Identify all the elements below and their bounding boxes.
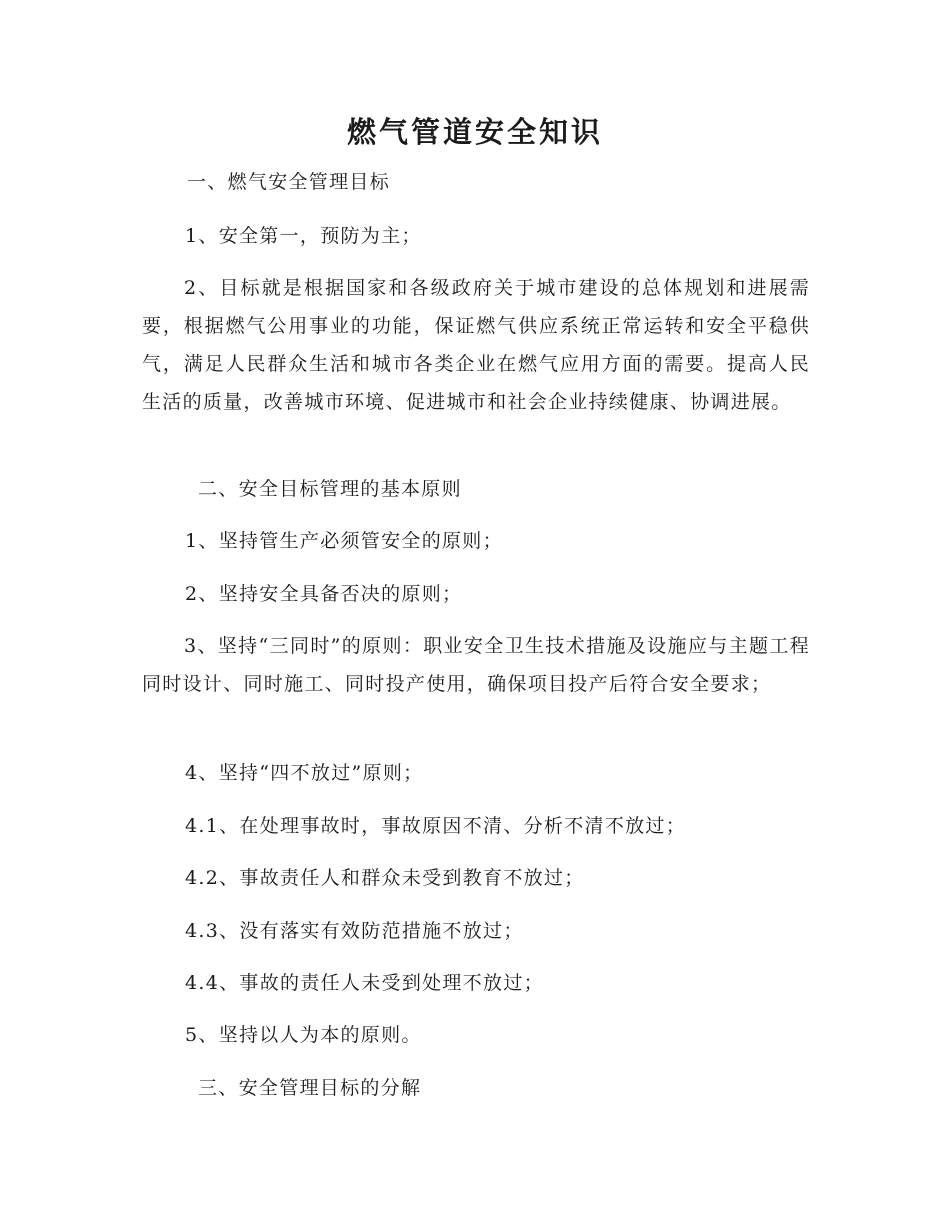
paragraph: 4.4、事故的责任人未受到处理不放过； xyxy=(185,972,544,994)
paragraph: 5、坚持以人为本的原则。 xyxy=(185,1024,422,1046)
paragraph: 2、坚持安全具备否决的原则； xyxy=(185,583,463,605)
section-heading-1: 一、燃气安全管理目标 xyxy=(187,171,391,193)
paragraph: 4、坚持“四不放过”原则； xyxy=(185,762,424,784)
paragraph: 4.3、没有落实有效防范措施不放过； xyxy=(185,920,524,942)
section-heading-2: 二、安全目标管理的基本原则 xyxy=(198,478,462,500)
paragraph: 4.1、在处理事故时，事故原因不清、分析不清不放过； xyxy=(185,815,687,837)
paragraph: 1、坚持管生产必须管安全的原则； xyxy=(185,530,503,552)
document-title: 燃气管道安全知识 xyxy=(346,115,603,149)
paragraph: 4.2、事故责任人和群众未受到教育不放过； xyxy=(185,867,585,889)
paragraph: 1、安全第一，预防为主； xyxy=(185,225,422,247)
section-heading-3: 三、安全管理目标的分解 xyxy=(198,1077,422,1099)
paragraph: 3、坚持“三同时”的原则：职业安全卫生技术措施及设施应与主题工程同时设计、同时施工、同时投产使用，确保项目投产后符合安全要求； xyxy=(142,635,810,695)
paragraph: 2、目标就是根据国家和各级政府关于城市建设的总体规划和进展需要，根据燃气公用事业的功能，保证燃气供应系统正常运转和安全平稳供气，满足人民群众生活和城市各类企业在燃气应用方面的需要。提高人民生活的质量，改善城市环境、促进城市和社会企业持续健康、协调进展。 xyxy=(142,277,810,413)
